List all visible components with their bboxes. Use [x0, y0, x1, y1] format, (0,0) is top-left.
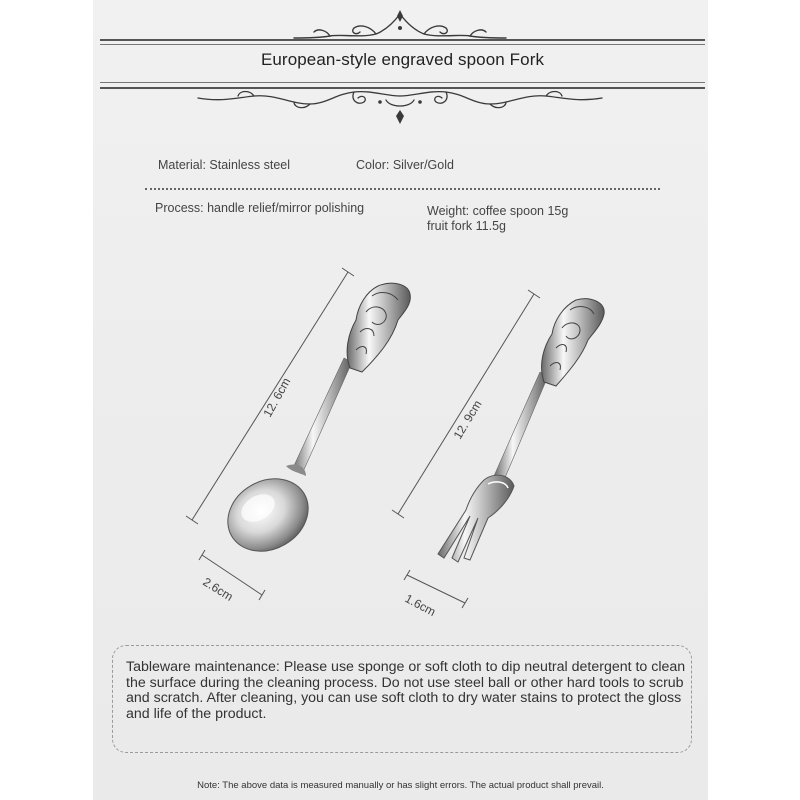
spoon-icon — [215, 283, 411, 565]
spec-weight-spoon: Weight: coffee spoon 15g — [427, 204, 569, 218]
footer-note: Note: The above data is measured manually or has slight errors. The actual product shall prevail. — [197, 780, 604, 791]
fork-width-label: 1.6cm — [402, 591, 439, 619]
spoon-width-label: 2.6cm — [200, 574, 236, 604]
fork-length-label: 12. 9cm — [450, 397, 485, 442]
spec-process: Process: handle relief/mirror polishing — [155, 201, 365, 215]
maintenance-text: Tableware maintenance: Please use sponge or soft cloth to dip neutral detergent to clean the surface during the cleaning process. Do not use steel ball or other hard tools to scrub and scratch. After cleaning, you can use soft cloth to dry water stains to protect the gloss and life of the product. — [126, 659, 686, 722]
spec-material: Material: Stainless steel — [158, 158, 291, 172]
spoon-length-label: 12. 6cm — [260, 375, 294, 420]
page-title: European-style engraved spoon Fork — [260, 50, 545, 69]
spec-weight-fork: fruit fork 11.5g — [427, 219, 506, 233]
spec-color: Color: Silver/Gold — [356, 158, 454, 172]
